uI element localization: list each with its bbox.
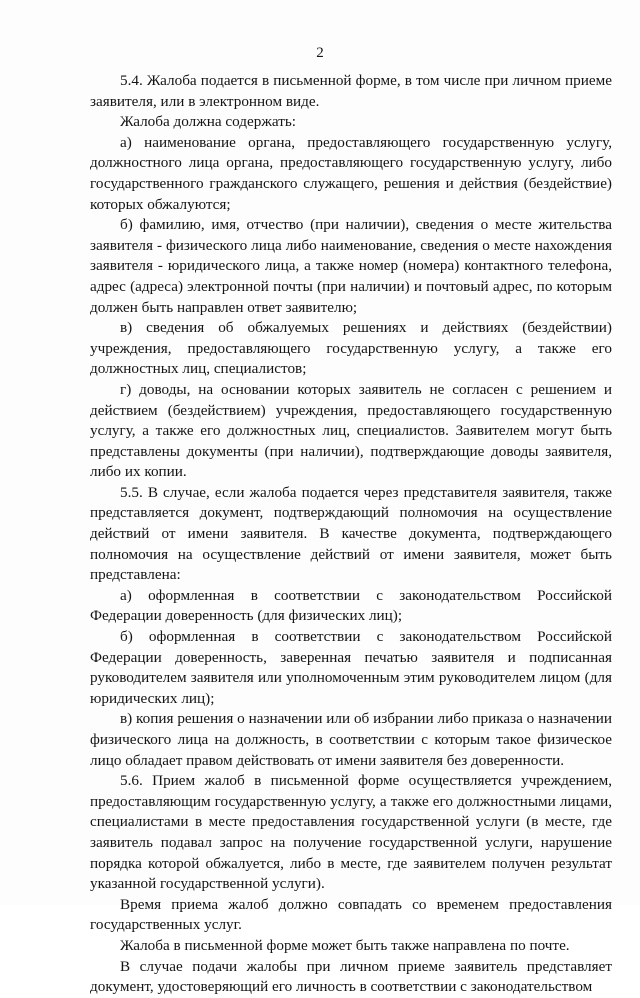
paragraph-item-v-appealed-decisions: в) сведения об обжалуемых решениях и действиях (бездействии) учреждения, предоставляющего государственную услугу, а также его должностных лиц, специалистов; bbox=[90, 319, 612, 378]
paragraph-item-b-legal-entity-attorney: б) оформленная в соответствии с законодательством Российской Федерации доверенность, заверенная печатью заявителя и подписанная руководителем заявителя или уполномоченным этим руководителем лицом (для юридических лиц); bbox=[90, 628, 612, 707]
paragraph-item-a-authority: а) наименование органа, предоставляющего государственную услугу, должностного лица органа, предоставляющего государственную услугу, либо государственного гражданского служащего, решения и действия (бездействие) которых обжалуются; bbox=[90, 133, 612, 213]
document-body bbox=[90, 71, 612, 998]
paragraph-item-b-applicant-details: б) фамилию, имя, отчество (при наличии), сведения о месте жительства заявителя - физического лица либо наименование, сведения о месте нахождения заявителя - юридического лица, а также номер (номера) контактного телефона, адрес (адреса) электронной почты (при наличии) и почтовый адрес, по которым должен быть направлен ответ заявителю; bbox=[90, 216, 612, 316]
paragraph-item-v-appointment-copy: в) копия решения о назначении или об избрании либо приказа о назначении физического лица на должность, в соответствии с которым такое физическое лицо обладает правом действовать от имени заявителя без доверенности. bbox=[90, 710, 612, 769]
paragraph-5-4: 5.4. Жалоба подается в письменной форме, в том числе при личном приеме заявителя, или в электронном виде. bbox=[90, 72, 612, 110]
paragraph-item-g-arguments: г) доводы, на основании которых заявитель не согласен с решением и действием (бездействием) учреждения, предоставляющего государственную услугу, а также его должностных лиц, специалистов. Заявителем могут быть представлены документы (при наличии), подтверждающие доводы заявителя, либо их копии. bbox=[90, 380, 612, 481]
paragraph-5-5: 5.5. В случае, если жалоба подается через представителя заявителя, также представляется документ, подтверждающий полномочия на осуществление действий от имени заявителя. В качестве документа, подтверждающего полномочия на осуществление действий от имени заявителя, может быть представлена: bbox=[90, 483, 612, 584]
paragraph-complaint-contents: Жалоба должна содержать: bbox=[120, 113, 296, 131]
paragraph-in-person-identity: В случае подачи жалобы при личном приеме заявитель представляет документ, удостоверяющий его личность в соответствии с законодательством bbox=[90, 957, 612, 996]
page-number: 2 bbox=[316, 45, 324, 61]
paragraph-5-6: 5.6. Прием жалоб в письменной форме осуществляется учреждением, предоставляющим государственную услугу, а также его должностными лицами, специалистами в месте предоставления государственной услуги (в месте, где заявитель подавал запрос на получение государственной услуги, нарушение порядка которой обжалуется, либо в месте, где заявителем получен результат указанной государственной услуги). bbox=[90, 772, 612, 893]
paragraph-reception-time: Время приема жалоб должно совпадать со временем предоставления государственных услуг. bbox=[90, 895, 612, 934]
paragraph-postal-submission: Жалоба в письменной форме может быть также направлена по почте. bbox=[120, 936, 570, 954]
paragraph-item-a-power-of-attorney: а) оформленная в соответствии с законодательством Российской Федерации доверенность (для физических лиц); bbox=[90, 586, 612, 625]
